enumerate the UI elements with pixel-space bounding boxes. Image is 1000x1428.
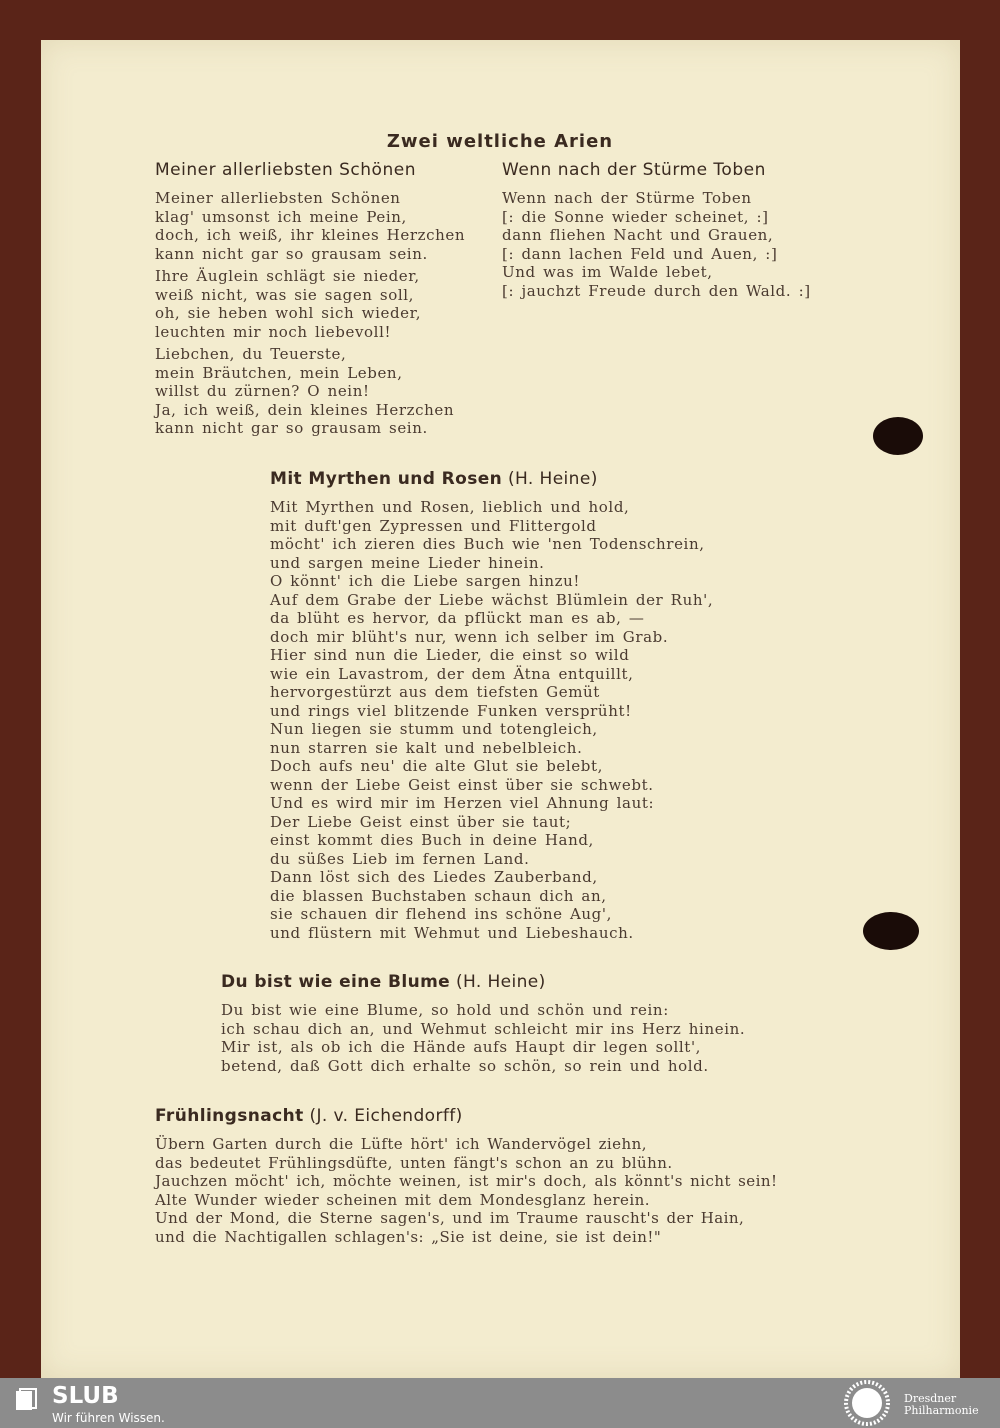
aria1-title: Meiner allerliebsten Schönen (155, 160, 416, 180)
verse-line: kann nicht gar so grausam sein. (155, 244, 428, 263)
stanza (155, 345, 465, 438)
verse-line: Jauchzen möcht' ich, möchte weinen, ist mir's doch, als könnt's nicht sein! (155, 1172, 778, 1190)
verse-line: du süßes Lieb im fernen Land. (270, 849, 530, 868)
verse-line: [: jauchzt Freude durch den Wald. :] (502, 281, 811, 300)
song-title: Du bist wie eine Blume (221, 972, 451, 992)
verse-line: wenn der Liebe Geist einst über sie schwebt. (270, 775, 654, 794)
song-author: (H. Heine) (507, 469, 598, 489)
verse-line: Übern Garten durch die Lüfte hört' ich Wandervögel ziehn, (155, 1135, 647, 1153)
verse-line: hervorgestürzt aus dem tiefsten Gemüt (270, 683, 600, 701)
verse-line: dann fliehen Nacht und Grauen, (502, 226, 774, 244)
verse-line: mit duft'gen Zypressen und Flittergold (270, 516, 597, 535)
verse-line: und flüstern mit Wehmut und Liebeshauch. (270, 923, 634, 942)
stanza (155, 189, 465, 263)
verse-line: doch, ich weiß, ihr kleines Herzchen (155, 226, 466, 244)
verse-line: O könnt' ich die Liebe sargen hinzu! (270, 572, 581, 590)
verse-line: mein Bräutchen, mein Leben, (155, 363, 403, 382)
verse-line: Der Liebe Geist einst über sie taut; (270, 812, 572, 831)
verse-line: Und was im Walde lebet, (502, 263, 713, 281)
verse-line: Ja, ich weiß, dein kleines Herzchen (155, 400, 455, 419)
library-name[interactable]: SLUB (52, 1383, 119, 1409)
verse-line: Liebchen, du Teuerste, (155, 345, 347, 363)
verse-line: willst du zürnen? O nein! (155, 382, 370, 400)
verse-line: Mit Myrthen und Rosen, lieblich und hold, (270, 498, 630, 516)
verse-line: ich schau dich an, und Wehmut schleicht mir ins Herz hinein. (221, 1019, 746, 1038)
verse-line: sie schauen dir flehend ins schöne Aug', (270, 905, 612, 923)
verse-line: Wenn nach der Stürme Toben (502, 189, 752, 207)
verse-line: Nun liegen sie stumm und totengleich, (270, 720, 598, 738)
partner-name (904, 1393, 979, 1417)
library-tagline: Wir führen Wissen. (52, 1411, 165, 1425)
aria2-title: Wenn nach der Stürme Toben (502, 160, 766, 180)
verse-line: [: die Sonne wieder scheinet, :] (502, 207, 769, 226)
verse-line: leuchten mir noch liebevoll! (155, 322, 392, 341)
blume-text (221, 1001, 745, 1075)
myrthen-text (270, 498, 713, 942)
song-title: Mit Myrthen und Rosen (270, 469, 503, 489)
verse-line: einst kommt dies Buch in deine Hand, (270, 831, 594, 849)
verse-line: Und es wird mir im Herzen viel Ahnung laut: (270, 794, 655, 812)
verse-line: Doch aufs neu' die alte Glut sie belebt, (270, 757, 603, 775)
verse-line: Du bist wie eine Blume, so hold und schön und rein: (221, 1001, 669, 1019)
verse-line: oh, sie heben wohl sich wieder, (155, 304, 422, 322)
verse-line: kann nicht gar so grausam sein. (155, 419, 428, 437)
verse-line: wie ein Lavastrom, der dem Ätna entquillt, (270, 664, 634, 683)
partner-name-line1: Dresdner (904, 1392, 957, 1405)
verse-line: das bedeutet Frühlingsdüfte, unten fängt's schon an zu blühn. (155, 1153, 673, 1172)
verse-line: und rings viel blitzende Funken versprüht! (270, 701, 632, 720)
viewer-footer (0, 1378, 1000, 1428)
song-author: (H. Heine) (455, 972, 546, 992)
section-title: Zwei weltliche Arien (386, 131, 614, 152)
verse-line: Dann löst sich des Liedes Zauberband, (270, 868, 598, 886)
verse-line: die blassen Buchstaben schaun dich an, (270, 886, 607, 905)
verse-line: möcht' ich zieren dies Buch wie 'nen Todenschrein, (270, 535, 705, 553)
verse-line: [: dann lachen Feld und Auen, :] (502, 244, 778, 263)
verse-line: Hier sind nun die Lieder, die einst so wild (270, 646, 630, 664)
song-heading-blume (221, 972, 546, 992)
stanza (155, 267, 465, 341)
punch-hole-upper (873, 417, 923, 455)
verse-line: Ihre Äuglein schlägt sie nieder, (155, 267, 420, 285)
book-icon (14, 1388, 38, 1412)
sunburst-logo-icon[interactable] (842, 1380, 892, 1426)
song-title: Frühlingsnacht (155, 1106, 304, 1126)
verse-line: Alte Wunder wieder scheinen mit dem Mondesglanz herein. (155, 1190, 650, 1209)
partner-name-line2: Philharmonie (904, 1404, 979, 1417)
verse-line: doch mir blüht's nur, wenn ich selber im Grab. (270, 627, 669, 646)
verse-line: klag' umsonst ich meine Pein, (155, 207, 407, 226)
verse-line: betend, daß Gott dich erhalte so schön, so rein und hold. (221, 1056, 709, 1075)
fruehling-text (155, 1135, 777, 1246)
verse-line: Und der Mond, die Sterne sagen's, und im Traume rauscht's der Hain, (155, 1209, 745, 1227)
verse-line: da blüht es hervor, da pflückt man es ab, — (270, 609, 645, 627)
verse-line: und sargen meine Lieder hinein. (270, 553, 545, 572)
verse-line: weiß nicht, was sie sagen soll, (155, 285, 415, 304)
verse-line: nun starren sie kalt und nebelbleich. (270, 738, 583, 757)
song-heading-fruehling (155, 1106, 463, 1126)
punch-hole-lower (863, 912, 919, 950)
song-author: (J. v. Eichendorff) (309, 1106, 463, 1126)
aria1-text (155, 189, 465, 442)
verse-line: Mir ist, als ob ich die Hände aufs Haupt dir legen sollt', (221, 1038, 702, 1056)
song-heading-myrthen (270, 469, 598, 489)
verse-line: und die Nachtigallen schlagen's: „Sie ist deine, sie ist dein!" (155, 1227, 662, 1246)
verse-line: Auf dem Grabe der Liebe wächst Blümlein der Ruh', (270, 590, 714, 609)
aria2-text (502, 189, 811, 300)
verse-line: Meiner allerliebsten Schönen (155, 189, 401, 207)
